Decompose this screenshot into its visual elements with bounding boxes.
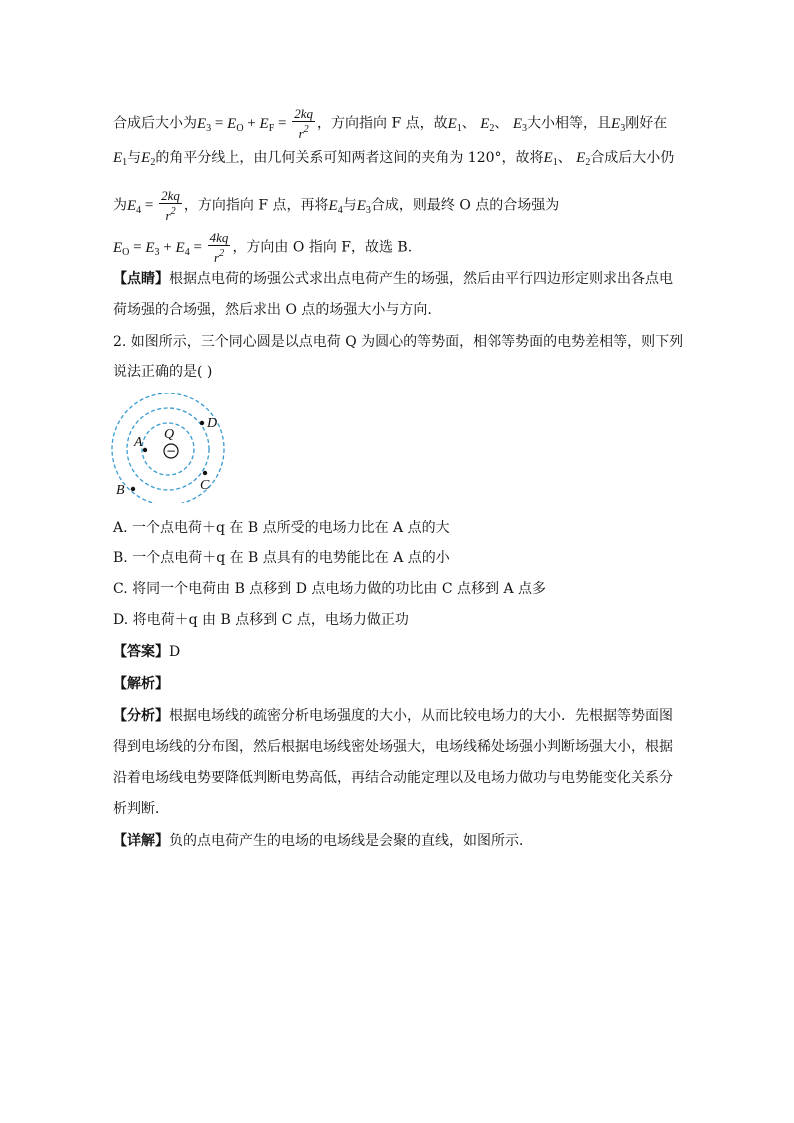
question-line-1 [113, 332, 683, 352]
solution-line-2 [113, 148, 674, 173]
plus-sign: + [243, 115, 260, 132]
point-c [203, 471, 207, 475]
math-e4: $E_4$ [127, 197, 142, 216]
fraction-4kq-r2: $\frac{4kq}{r^2}$ [209, 230, 229, 265]
fenxi-text-2: 得到电场线的分布图，然后根据电场线密处场强大，电场线稀处场强小判断场强大小，根据 [113, 739, 673, 755]
option-a-text: A. 一个点电荷＋q 在 B 点所受的电场力比在 A 点的大 [113, 520, 450, 536]
text-segment: 与 [342, 197, 357, 214]
equals-sign: = [129, 239, 146, 256]
answer-line [113, 642, 180, 662]
fraction-2kq-r2: $\frac{2kq}{r^2}$ [161, 188, 180, 223]
equals-sign: = [211, 115, 228, 132]
fenxi-line-2 [113, 737, 673, 757]
fenxi-line-4 [113, 799, 169, 819]
equals-sign: = [189, 239, 206, 256]
math-e2: $E_2$ [480, 115, 495, 134]
xiangjie-line [113, 831, 533, 851]
math-ef: $E_F$ [259, 115, 275, 134]
math-e1: $E_1$ [113, 150, 128, 168]
point-a [143, 448, 147, 452]
text-segment: 的角平分线上，由几何关系可知两者这间的夹角为 120°，故将 [155, 150, 544, 166]
fenxi-line-1 [113, 706, 673, 726]
dianjing-text-2: 荷场强的合场强，然后求出 O 点的场强大小与方向. [113, 302, 432, 318]
fenxi-text-1: 根据电场线的疏密分析电场强度的大小，从而比较电场力的大小．先根据等势面图 [169, 708, 673, 724]
solution-line-1 [113, 106, 667, 141]
xiangjie-text: 负的点电荷产生的电场的电场线是会聚的直线，如图所示． [169, 833, 533, 849]
charge-sign: − [165, 444, 177, 458]
math-eo: $E_O$ [227, 115, 244, 134]
question-text-1: 2. 如图所示，三个同心圆是以点电荷 Q 为圆心的等势面，相邻等势面的电势差相等，则下列 [113, 334, 684, 350]
dianjing-tag: 【点睛】 [113, 271, 169, 287]
math-e2: $E_2$ [141, 150, 156, 168]
separator: 、 [461, 115, 476, 132]
xiangjie-tag: 【详解】 [113, 833, 169, 849]
fenxi-line-3 [113, 768, 673, 788]
text-segment: ，方向由 O 指向 F，故选 B. [232, 239, 413, 256]
text-segment: 与 [127, 150, 142, 166]
plus-sign: + [159, 239, 176, 256]
separator: 、 [557, 150, 572, 166]
text-segment: 为 [113, 197, 127, 214]
option-b [113, 548, 450, 568]
math-e1: $E_1$ [543, 150, 558, 168]
separator: 、 [494, 115, 509, 132]
label-q: Q [164, 427, 175, 442]
label-d: D [207, 416, 218, 431]
answer-value: D [169, 644, 181, 660]
point-b [131, 487, 135, 491]
text-segment: ，方向指向 F 点，故 [317, 115, 448, 132]
text-segment: 合成后大小仍 [590, 150, 675, 166]
text-segment: 合成，则最终 O 点的合场强为 [370, 197, 560, 214]
fenxi-text-4: 析判断． [113, 801, 169, 817]
jiexi-tag: 【解析】 [113, 676, 169, 692]
math-e3: $E_3$ [197, 115, 212, 134]
text-segment: 刚好在 [625, 115, 668, 132]
math-e4: $E_4$ [175, 239, 190, 258]
solution-line-4 [113, 230, 412, 265]
dianjing-line-2 [113, 300, 432, 320]
fenxi-text-3: 沿着电场线电势要降低判断电势高低，再结合动能定理以及电场力做功与电势能变化关系分 [113, 770, 673, 786]
fenxi-tag: 【分析】 [113, 708, 169, 724]
text-segment: 大小相等，且 [527, 115, 612, 132]
option-c [113, 579, 546, 599]
fraction-2kq-r2: $\frac{2kq}{r^2}$ [294, 106, 313, 141]
option-d-text: D. 将电荷＋q 由 B 点移到 C 点，电场力做正功 [113, 612, 409, 628]
option-c-text: C. 将同一个电荷由 B 点移到 D 点电场力做的功比由 C 点移到 A 点多 [113, 581, 547, 597]
option-a [113, 518, 450, 538]
math-e3: $E_3$ [512, 115, 528, 134]
label-b: B [116, 483, 125, 498]
option-d [113, 610, 409, 630]
dianjing-line-1 [113, 269, 673, 289]
math-e4: $E_4$ [328, 197, 343, 216]
math-e3: $E_3$ [145, 239, 160, 258]
equals-sign: = [274, 115, 291, 132]
math-e3: $E_3$ [611, 115, 626, 134]
option-b-text: B. 一个点电荷＋q 在 B 点具有的电势能比在 A 点的小 [113, 550, 450, 566]
math-eo: $E_O$ [113, 239, 130, 258]
point-d [200, 421, 204, 425]
dianjing-text-1: 根据点电荷的场强公式求出点电荷产生的场强，然后由平行四边形定则求出各点电 [169, 271, 673, 287]
equipotential-figure [110, 393, 230, 503]
label-c: C [200, 478, 210, 493]
math-e2: $E_2$ [576, 150, 591, 168]
question-line-2 [113, 362, 212, 382]
text-segment: ，方向指向 F 点，再将 [183, 197, 329, 214]
label-a: A [134, 435, 143, 450]
text-segment: 合成后大小为 [113, 115, 197, 132]
math-e3: $E_3$ [356, 197, 371, 216]
jiexi-line [113, 674, 169, 694]
solution-line-3 [113, 188, 559, 223]
answer-tag: 【答案】 [113, 644, 169, 660]
math-e1: $E_1$ [447, 115, 462, 134]
equals-sign: = [141, 197, 158, 214]
question-text-2: 说法正确的是( ) [113, 364, 213, 380]
